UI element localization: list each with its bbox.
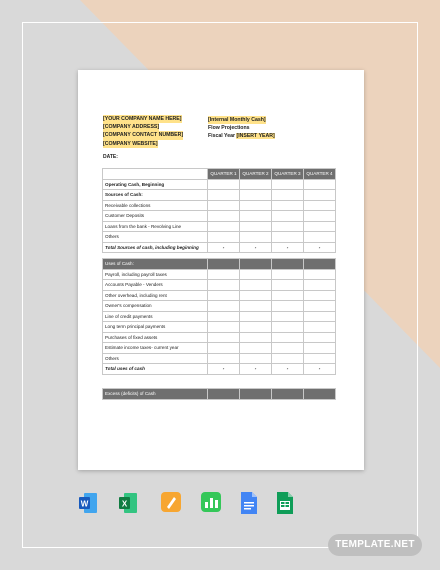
table-row [103,332,336,343]
value-cell [240,322,272,333]
total-label: Total uses of cash [103,364,208,375]
value-cell [304,290,336,301]
value-cell [304,211,336,222]
value-cell [208,353,240,364]
value-cell [208,221,240,232]
table-row [103,221,336,232]
value-cell [240,190,272,201]
svg-text:W: W [80,499,89,509]
value-cell [272,200,304,211]
value-cell [304,232,336,243]
word-icon[interactable] [78,491,98,515]
value-cell [272,353,304,364]
value-cell [208,311,240,322]
value-cell [240,179,272,190]
excess-table [102,388,336,400]
value-cell [272,332,304,343]
google-docs-icon[interactable] [240,491,260,515]
value-cell [240,343,272,354]
quarter-header: QUARTER 4 [304,169,336,180]
value-cell [304,343,336,354]
value-cell [208,211,240,222]
row-label: Others [103,232,208,243]
table-row [103,301,336,312]
row-label: Owner's compensation [103,301,208,312]
company-info [103,115,183,148]
value-cell [272,311,304,322]
quarter-header: QUARTER 2 [240,169,272,180]
value-cell [240,269,272,280]
table-row [103,343,336,354]
sources-table [102,168,336,253]
value-cell [272,190,304,201]
row-label: Purchases of fixed assets [103,332,208,343]
numbers-icon[interactable] [200,491,220,515]
total-value: - [240,242,272,253]
row-label: Payroll, including payroll taxes [103,269,208,280]
pages-icon[interactable] [160,491,180,515]
value-cell [208,322,240,333]
value-cell [272,343,304,354]
total-value: - [304,364,336,375]
projection-line2: Flow Projections [208,125,250,132]
row-label: Receivable collections [103,200,208,211]
value-cell [304,190,336,201]
value-cell [240,200,272,211]
row-label: Other overhead, including rent [103,290,208,301]
value-cell [208,301,240,312]
value-cell [304,221,336,232]
table-row [103,311,336,322]
value-cell [272,280,304,291]
table-row [103,190,336,201]
table-row [103,353,336,364]
value-cell [208,280,240,291]
row-label: Long term principal payments [103,322,208,333]
company-website: [COMPANY WEBSITE] [103,140,158,147]
total-value: - [240,364,272,375]
value-cell [208,190,240,201]
total-label: Total Sources of cash, including beginning [103,242,208,253]
value-cell [240,211,272,222]
uses-table [102,258,336,375]
company-contact: [COMPANY CONTACT NUMBER] [103,132,184,139]
brand-name: TEMPLATE.NET [335,539,415,550]
template-net-logo [328,534,422,556]
value-cell [304,353,336,364]
total-row [103,242,336,253]
row-label: Customer Deposits [103,211,208,222]
value-cell [208,343,240,354]
table-row [103,280,336,291]
document-page [78,70,364,470]
table-row [103,269,336,280]
table-row [103,232,336,243]
value-cell [240,311,272,322]
value-cell [240,301,272,312]
fiscal-year-label: Fiscal Year [208,133,237,140]
total-value: - [272,242,304,253]
value-cell [272,179,304,190]
svg-text:X: X [121,499,128,509]
excess-row [103,389,336,400]
value-cell [208,269,240,280]
value-cell [304,269,336,280]
projection-line3 [208,132,275,140]
value-cell [304,332,336,343]
row-label: Loans from the bank - Revolving Line [103,221,208,232]
excel-icon[interactable] [118,491,138,515]
google-sheets-icon[interactable] [276,491,296,515]
value-cell [208,290,240,301]
value-cell [208,232,240,243]
date-label: DATE: [103,154,118,160]
value-cell [208,200,240,211]
company-name: [YOUR COMPANY NAME HERE] [103,116,182,122]
company-address: [COMPANY ADDRESS] [103,124,160,131]
row-label: Line of credit payments [103,311,208,322]
total-value: - [272,364,304,375]
table-row [103,290,336,301]
value-cell [272,232,304,243]
uses-header-label: Uses of Cash: [103,259,208,270]
value-cell [240,232,272,243]
row-label: Estimate income taxes- current year [103,343,208,354]
value-cell [240,221,272,232]
value-cell [240,353,272,364]
value-cell [240,332,272,343]
header-cell [208,259,240,270]
value-cell [304,200,336,211]
total-value: - [208,364,240,375]
value-cell [272,221,304,232]
value-cell [304,311,336,322]
excess-label: Excess (deficits) of Cash [103,389,208,400]
value-cell [208,332,240,343]
header-cell [304,259,336,270]
row-label: Accounts Payable - Venders [103,280,208,291]
projection-line1: [Internal Monthly Cash] [208,117,266,123]
header-blank-cell [103,169,208,180]
value-cell [272,290,304,301]
value-cell [272,269,304,280]
table-row [103,179,336,190]
total-value: - [208,242,240,253]
total-row [103,364,336,375]
header-cell [272,259,304,270]
value-cell [240,280,272,291]
table-row [103,211,336,222]
value-cell [240,290,272,301]
value-cell [272,211,304,222]
header-cell [240,259,272,270]
total-value: - [304,242,336,253]
value-cell [304,322,336,333]
projection-title [208,116,275,141]
value-cell [304,179,336,190]
table-row [103,322,336,333]
value-cell [208,179,240,190]
value-cell [304,280,336,291]
row-label: Operating Cash, Beginning [103,179,208,190]
fiscal-year-value: [INSERT YEAR] [236,133,275,140]
value-cell [304,301,336,312]
row-label: Others [103,353,208,364]
quarter-header: QUARTER 3 [272,169,304,180]
quarter-header-row [103,169,336,180]
value-cell [272,322,304,333]
quarter-header: QUARTER 1 [208,169,240,180]
table-row [103,200,336,211]
uses-header-row [103,259,336,270]
row-label: Sources of Cash: [103,190,208,201]
value-cell [272,301,304,312]
